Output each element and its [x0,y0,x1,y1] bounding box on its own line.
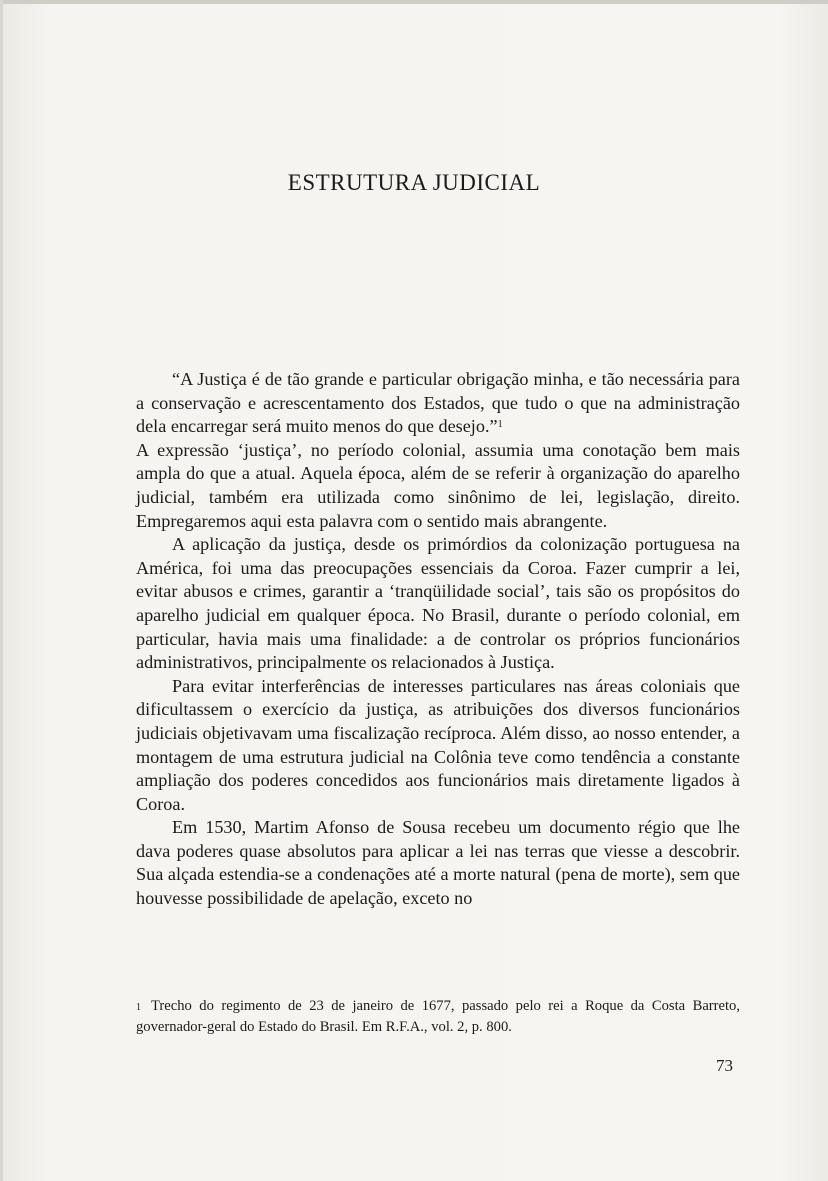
footnote-text: Trecho do regimento de 23 de janeiro de 1677, passado pelo rei a Roque da Costa Barreto, governador-geral do Estado do Brasil. Em R.F.A., vol. 2, p. 800. [136,998,740,1035]
paragraph-aplicacao: A aplicação da justiça, desde os primórdios da colonização portuguesa na América, foi uma das preocupações essenciais da Coroa. Fazer cumprir a lei, evitar abusos e crimes, garantir a ‘tranqüilidade social’, tais são os propósitos do aparelho judicial em qualquer época. No Brasil, durante o período colonial, em particular, havia mais uma finalidade: a de controlar os próprios funcionários administrativos, principalmente os relacionados à Justiça. [136,534,740,673]
footnote [136,996,740,1038]
page-top-edge [0,0,828,4]
page-number: 73 [716,1056,733,1075]
footnote-reference: 1 [497,419,503,431]
chapter-title: ESTRUTURA JUDICIAL [287,170,541,195]
body-text [136,368,740,911]
paragraph-interferencias: Para evitar interferências de interesses particulares nas áreas coloniais que dificultassem o exercício da justiça, as atribuições dos diversos funcionários judiciais objetivavam uma fiscalização recíproca. Além disso, ao nosso entender, a montagem de uma estrutura judicial na Colônia teve como tendência a constante ampliação dos poderes concedidos aos funcionários mais diretamente ligados à Coroa. [136,675,740,814]
paragraph-martim-afonso: Em 1530, Martim Afonso de Sousa recebeu um documento régio que lhe dava poderes quase absolutos para aplicar a lei nas terras que viesse a descobrir. Sua alçada estendia-se a condenações até a morte natural (pena de morte), sem que houvesse possibilidade de apelação, exceto no [136,817,740,909]
quote-text: “A Justiça é de tão grande e particular obrigação minha, e tão necessária para a conservação e acrescentamento dos Estados, que tudo o que na administração dela encarregar será muito menos do que desejo.” [136,369,740,437]
paragraph-quote [136,368,740,439]
footnote-number: 1 [136,1002,141,1013]
paragraph-justica-definition: A expressão ‘justiça’, no período colonial, assumia uma conotação bem mais ampla do que a atual. Aquela época, além de se referir à organização do aparelho judicial, também era utilizada como sinônimo de lei, legislação, direito. Empregaremos aqui esta palavra com o sentido mais abrangente. [136,439,740,531]
